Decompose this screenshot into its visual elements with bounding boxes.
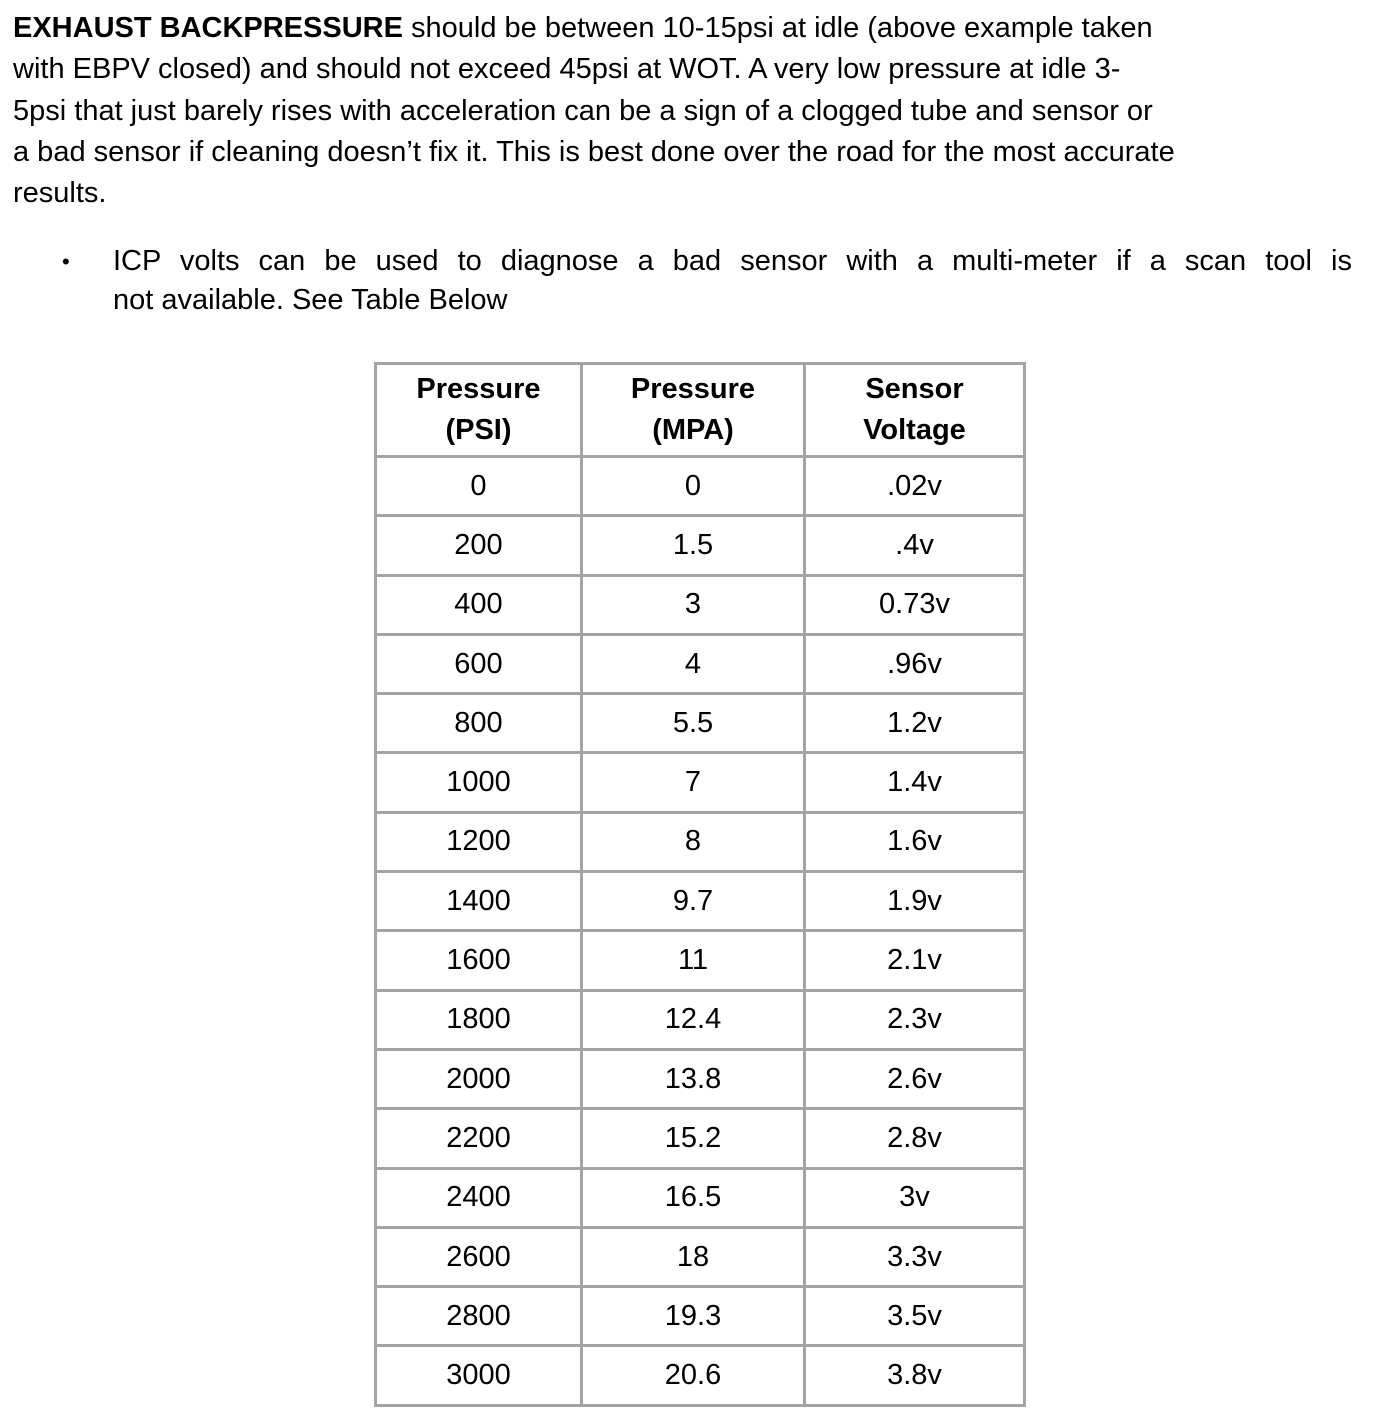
paragraph-line-4: a bad sensor if cleaning doesn’t fix it. This is best done over the road for the most accurate — [13, 135, 1175, 168]
table-row — [376, 1287, 1025, 1346]
cell-pressure-psi: 1800 — [376, 990, 582, 1049]
bullet-line-1: ICP volts can be used to diagnose a bad sensor with a multi-meter if a scan tool is — [113, 245, 1352, 277]
cell-pressure-mpa: 20.6 — [582, 1346, 805, 1405]
table-row — [376, 1168, 1025, 1227]
bullet-line-2: not available. See Table Below — [113, 284, 508, 316]
cell-sensor-voltage: 3.5v — [805, 1287, 1025, 1346]
icp-voltage-table — [374, 362, 1026, 1407]
paragraph-line-1 — [13, 8, 1373, 49]
table-row — [376, 753, 1025, 812]
cell-sensor-voltage: 1.2v — [805, 694, 1025, 753]
paragraph-line-5: results. — [13, 177, 107, 210]
cell-pressure-mpa: 12.4 — [582, 990, 805, 1049]
bullet-item — [62, 242, 1352, 320]
header-text: Pressure — [416, 373, 541, 405]
cell-pressure-mpa: 13.8 — [582, 1049, 805, 1108]
table-row — [376, 634, 1025, 693]
cell-pressure-psi: 800 — [376, 694, 582, 753]
table-row — [376, 1049, 1025, 1108]
header-text: Sensor — [865, 373, 964, 405]
cell-pressure-psi: 400 — [376, 575, 582, 634]
cell-sensor-voltage: 0.73v — [805, 575, 1025, 634]
cell-pressure-mpa: 1.5 — [582, 516, 805, 575]
cell-pressure-psi: 2800 — [376, 1287, 582, 1346]
exhaust-backpressure-paragraph — [13, 8, 1373, 214]
cell-pressure-psi: 1400 — [376, 872, 582, 931]
table-row — [376, 575, 1025, 634]
cell-pressure-psi: 2200 — [376, 1109, 582, 1168]
cell-sensor-voltage: 1.6v — [805, 812, 1025, 871]
header-text: (MPA) — [652, 414, 734, 446]
cell-pressure-mpa: 9.7 — [582, 872, 805, 931]
table-row — [376, 931, 1025, 990]
bullet-icon: • — [62, 249, 70, 274]
cell-sensor-voltage: 3v — [805, 1168, 1025, 1227]
cell-sensor-voltage: .96v — [805, 634, 1025, 693]
cell-pressure-psi: 1000 — [376, 753, 582, 812]
cell-sensor-voltage: 2.8v — [805, 1109, 1025, 1168]
cell-sensor-voltage: .4v — [805, 516, 1025, 575]
cell-pressure-psi: 0 — [376, 457, 582, 516]
table-header-row — [376, 364, 1025, 457]
cell-pressure-mpa: 19.3 — [582, 1287, 805, 1346]
header-text: Pressure — [630, 373, 756, 405]
paragraph-text: should be between 10-15psi at idle (above example taken — [402, 12, 1153, 44]
cell-pressure-mpa: 16.5 — [582, 1168, 805, 1227]
cell-pressure-psi: 2600 — [376, 1227, 582, 1286]
header-sensor-voltage — [805, 364, 1025, 457]
cell-pressure-mpa: 15.2 — [582, 1109, 805, 1168]
cell-pressure-mpa: 4 — [582, 634, 805, 693]
cell-sensor-voltage: 2.3v — [805, 990, 1025, 1049]
cell-sensor-voltage: 3.8v — [805, 1346, 1025, 1405]
table-row — [376, 812, 1025, 871]
cell-pressure-psi: 200 — [376, 516, 582, 575]
table-row — [376, 872, 1025, 931]
table-row — [376, 516, 1025, 575]
cell-sensor-voltage: .02v — [805, 457, 1025, 516]
cell-sensor-voltage: 1.9v — [805, 872, 1025, 931]
cell-pressure-mpa: 5.5 — [582, 694, 805, 753]
table-row — [376, 1227, 1025, 1286]
header-pressure-psi — [376, 364, 582, 457]
paragraph-bold-lead: EXHAUST BACKPRESSURE — [13, 12, 403, 44]
header-pressure-mpa — [582, 364, 805, 457]
cell-pressure-psi: 1200 — [376, 812, 582, 871]
table-row — [376, 1109, 1025, 1168]
cell-pressure-psi: 2000 — [376, 1049, 582, 1108]
cell-pressure-psi: 1600 — [376, 931, 582, 990]
cell-pressure-psi: 2400 — [376, 1168, 582, 1227]
paragraph-line-2: with EBPV closed) and should not exceed 45psi at WOT. A very low pressure at idle 3- — [13, 53, 1121, 86]
cell-pressure-mpa: 3 — [582, 575, 805, 634]
table-row — [376, 694, 1025, 753]
cell-pressure-psi: 600 — [376, 634, 582, 693]
cell-pressure-mpa: 18 — [582, 1227, 805, 1286]
cell-sensor-voltage: 2.1v — [805, 931, 1025, 990]
cell-pressure-mpa: 0 — [582, 457, 805, 516]
paragraph-line-3: 5psi that just barely rises with acceleration can be a sign of a clogged tube and sensor or — [13, 94, 1153, 127]
header-text: Voltage — [863, 414, 966, 446]
cell-sensor-voltage: 3.3v — [805, 1227, 1025, 1286]
table-row — [376, 1346, 1025, 1405]
table-row — [376, 990, 1025, 1049]
cell-pressure-mpa: 11 — [582, 931, 805, 990]
cell-sensor-voltage: 2.6v — [805, 1049, 1025, 1108]
cell-pressure-mpa: 8 — [582, 812, 805, 871]
cell-pressure-mpa: 7 — [582, 753, 805, 812]
cell-sensor-voltage: 1.4v — [805, 753, 1025, 812]
table-row — [376, 457, 1025, 516]
cell-pressure-psi: 3000 — [376, 1346, 582, 1405]
header-text: (PSI) — [445, 414, 512, 446]
